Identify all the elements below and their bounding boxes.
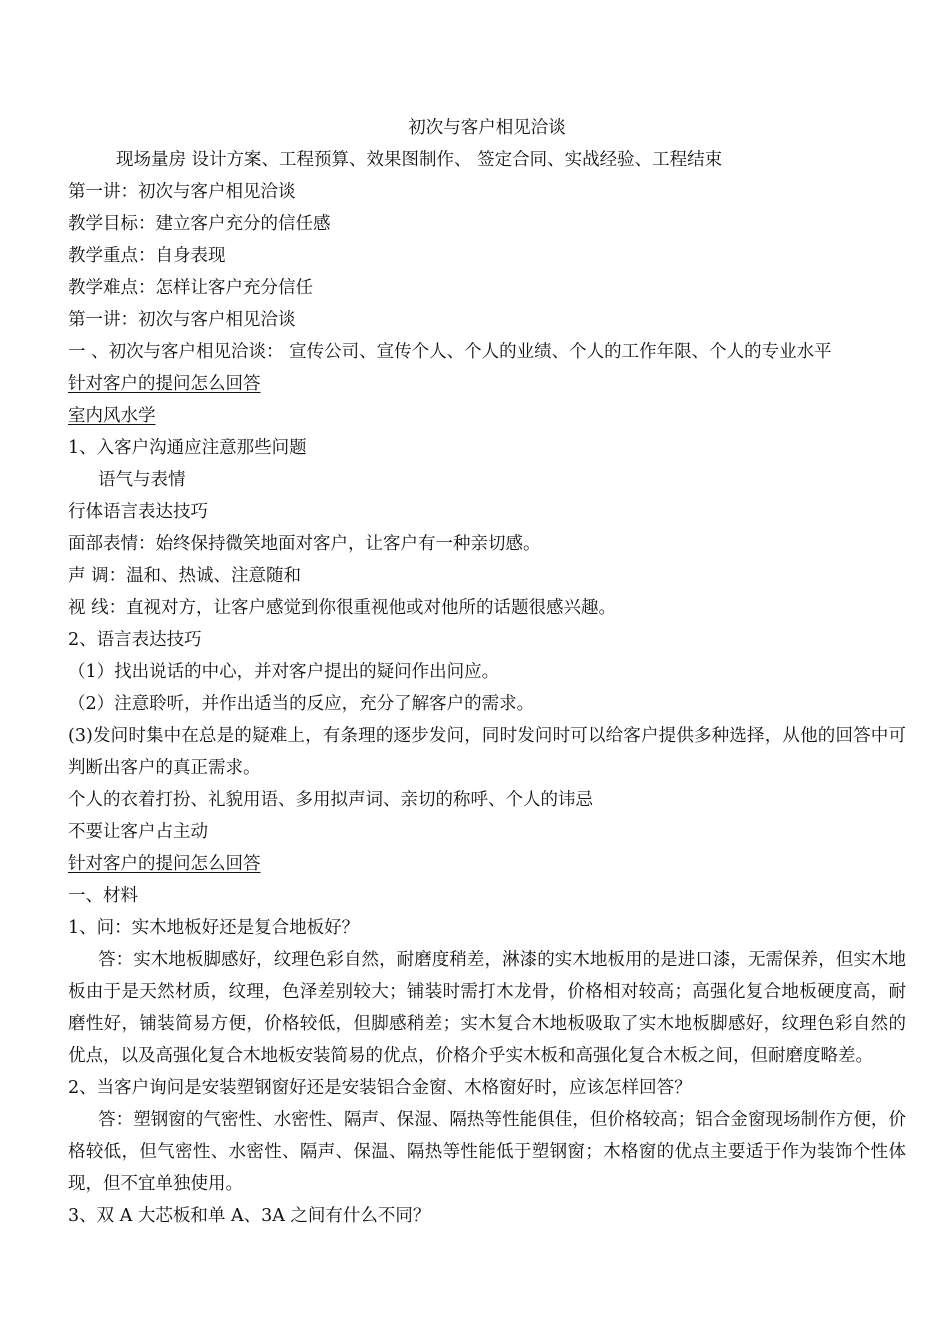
document-title: 初次与客户相见洽谈 (408, 118, 566, 138)
item-communication: 1、入客户沟通应注意那些问题 (68, 438, 307, 458)
tip-3: (3)发问时集中在总是的疑难上，有条理的逐步发问，同时发问时可以给客户提供多种选择，从他的回答中可判断出客户的真正需求。 (68, 726, 906, 778)
document-page (68, 112, 906, 1232)
teaching-difficulty: 教学难点：怎样让客户充分信任 (68, 278, 313, 298)
teaching-goal: 教学目标：建立客户充分的信任感 (68, 214, 331, 234)
item-language-skills: 2、语言表达技巧 (68, 630, 202, 650)
personal-etiquette: 个人的衣着打扮、礼貌用语、多用拟声词、亲切的称呼、个人的讳忌 (68, 790, 593, 810)
fengshui-link[interactable]: 室内风水学 (68, 406, 156, 426)
section-one-heading: 一 、初次与客户相见洽谈： 宣传公司、宣传个人、个人的业绩、个人的工作年限、个人的专业水平 (68, 342, 832, 362)
answer-1 (68, 944, 906, 1072)
body-language: 行体语言表达技巧 (68, 502, 208, 522)
voice-tone: 声 调：温和、热诚、注意随和 (68, 566, 302, 586)
answer-1-text: 答：实木地板脚感好，纹理色彩自然，耐磨度稍差，淋漆的实木地板用的是进口漆，无需保养，但实木地板由于是天然材质，纹理，色泽差别较大；铺装时需打木龙骨，价格相对较高；高强化复合地板硬度高，耐磨性好，铺装简易方便，价格较低，但脚感稍差；实木复合木地板吸取了实木地板脚感好，纹理色彩自然的优点，以及高强化复合木地板安装简易的优点，价格介乎实木板和高强化复合木板之间，但耐磨度略差。 (68, 950, 906, 1066)
initiative-note: 不要让客户占主动 (68, 822, 208, 842)
eye-contact: 视 线：直视对方，让客户感觉到你很重视他或对他所的话题很感兴趣。 (68, 598, 617, 618)
question-2: 2、当客户询问是安装塑钢窗好还是安装铝合金窗、木格窗好时，应该怎样回答？ (68, 1078, 692, 1098)
answer-questions-link-2[interactable]: 针对客户的提问怎么回答 (68, 854, 261, 874)
facial-expression: 面部表情：始终保持微笑地面对客户，让客户有一种亲切感。 (68, 534, 541, 554)
tone-expression: 语气与表情 (98, 470, 186, 490)
answer-questions-link[interactable]: 针对客户的提问怎么回答 (68, 374, 261, 394)
teaching-key-point: 教学重点：自身表现 (68, 246, 226, 266)
lecture-heading: 第一讲：初次与客户相见洽谈 (68, 182, 296, 202)
workflow-outline: 现场量房 设计方案、工程预算、效果图制作、 签定合同、实战经验、工程结束 (116, 150, 723, 170)
tip-1: （1）找出说话的中心，并对客户提出的疑问作出问应。 (68, 662, 500, 682)
answer-2 (68, 1104, 906, 1200)
materials-heading: 一、材料 (68, 886, 138, 906)
question-3: 3、双 A 大芯板和单 A、3A 之间有什么不同？ (68, 1206, 431, 1226)
answer-2-text: 答：塑钢窗的气密性、水密性、隔声、保湿、隔热等性能俱佳，但价格较高；铝合金窗现场制作方便，价格较低，但气密性、水密性、隔声、保温、隔热等性能低于塑钢窗；木格窗的优点主要适于作为装饰个性体现，但不宜单独使用。 (68, 1110, 906, 1194)
question-1: 1、问：实木地板好还是复合地板好？ (68, 918, 360, 938)
tip-2: （2）注意聆听，并作出适当的反应，充分了解客户的需求。 (68, 694, 535, 714)
lecture-heading-repeat: 第一讲：初次与客户相见洽谈 (68, 310, 296, 330)
